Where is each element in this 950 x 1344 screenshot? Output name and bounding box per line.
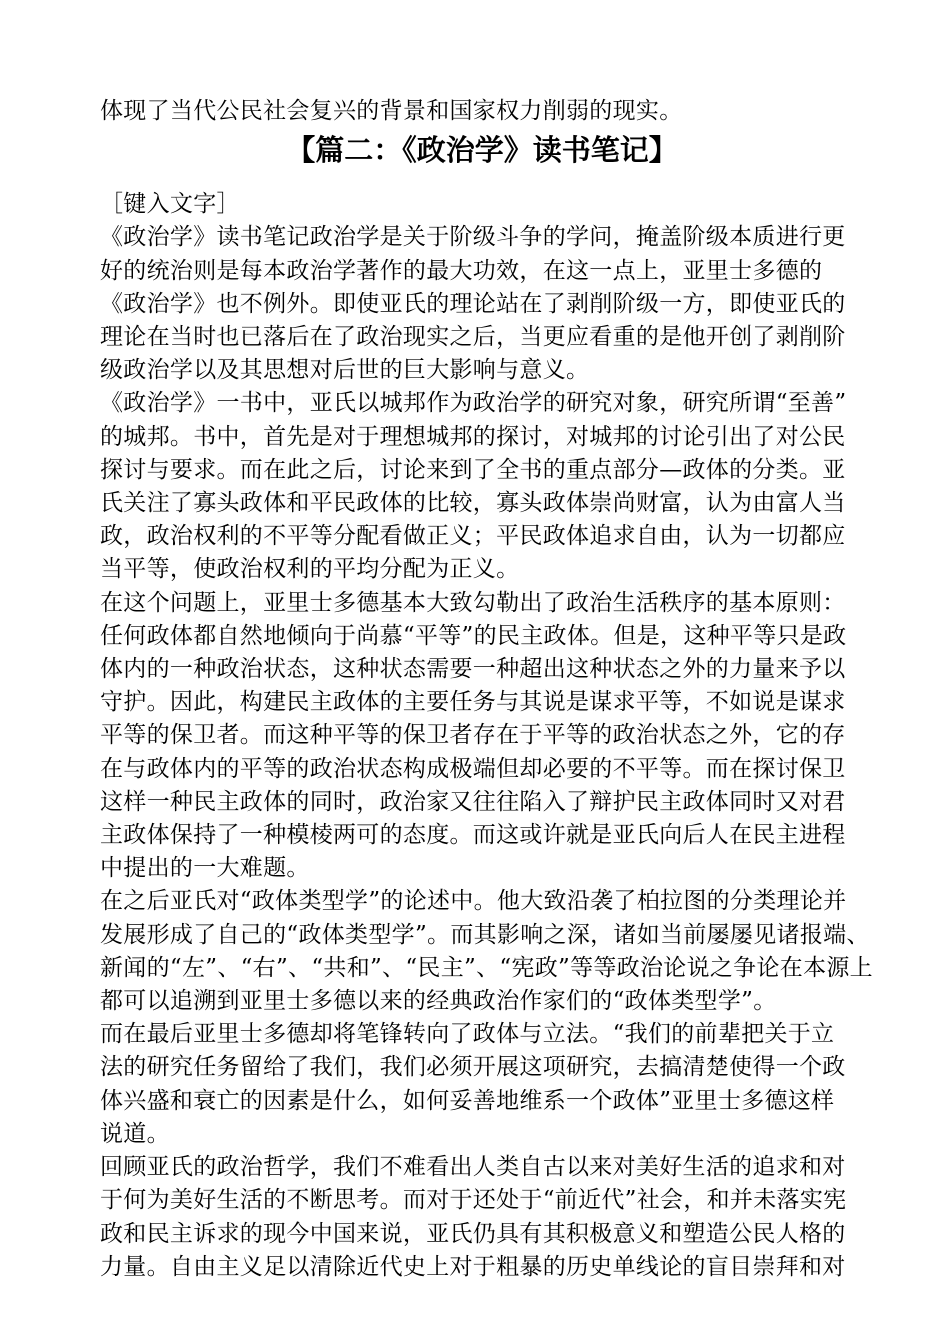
text-line: 理论在当时也已落后在了政治现实之后，当更应看重的是他开创了剥削阶 <box>100 324 846 351</box>
text-line: 当平等，使政治权利的平均分配为正义。 <box>100 556 520 583</box>
text-line: 都可以追溯到亚里士多德以来的经典政治作家们的“政体类型学”。 <box>100 988 777 1015</box>
paragraph <box>100 387 852 586</box>
text-line: 氏关注了寡头政体和平民政体的比较，寡头政体崇尚财富，认为由富人当 <box>100 490 846 517</box>
text-line: 在之后亚氏对“政体类型学”的论述中。他大致沿袭了柏拉图的分类理论并 <box>100 888 847 915</box>
text-line: 发展形成了自己的“政体类型学”。而其影响之深，诸如当前屡屡见诸报端、 <box>100 921 870 948</box>
text-line: 体兴盛和衰亡的因素是什么，如何妥善地维系一个政体”亚里士多德这样 <box>100 1087 835 1114</box>
text-line: 《政治学》一书中，亚氏以城邦作为政治学的研究对象，研究所谓“至善” <box>100 390 847 417</box>
paragraph <box>100 221 852 387</box>
text-line: 主政体保持了一种模棱两可的态度。而这或许就是亚氏向后人在民主进程 <box>100 822 846 849</box>
text-line: 政和民主诉求的现今中国来说，亚氏仍具有其积极意义和塑造公民人格的 <box>100 1220 846 1247</box>
text-line: 的城邦。书中，首先是对于理想城邦的探讨，对城邦的讨论引出了对公民 <box>100 423 846 450</box>
placeholder-text: ［键入文字］ <box>100 191 240 218</box>
text-line: 体内的一种政治状态，这种状态需要一种超出这种状态之外的力量来予以 <box>100 656 846 683</box>
text-line: 任何政体都自然地倾向于尚慕“平等”的民主政体。但是，这种平等只是政 <box>100 622 847 649</box>
text-line: 这样一种民主政体的同时，政治家又往往陷入了辩护民主政体同时又对君 <box>100 788 846 815</box>
text-line: 于何为美好生活的不断思考。而对于还处于“前近代”社会，和并未落实宪 <box>100 1187 847 1214</box>
text-line: 守护。因此，构建民主政体的主要任务与其说是谋求平等，不如说是谋求 <box>100 689 846 716</box>
text-line: 新闻的“左”、“右”、“共和”、“民主”、“宪政”等等政治论说之争论在本源上 <box>100 954 873 981</box>
text-line: 法的研究任务留给了我们，我们必须开展这项研究，去搞清楚使得一个政 <box>100 1054 846 1081</box>
text-line: 好的统治则是每本政治学著作的最大功效，在这一点上，亚里士多德的 <box>100 257 823 284</box>
text-line: 回顾亚氏的政治哲学，我们不难看出人类自古以来对美好生活的追求和对 <box>100 1154 846 1181</box>
paragraph <box>100 587 852 886</box>
text-line: 级政治学以及其思想对后世的巨大影响与意义。 <box>100 357 590 384</box>
section-heading: 【篇二：《政治学》读书笔记】 <box>286 133 678 168</box>
paragraph <box>100 885 873 1018</box>
text-line: 而在最后亚里士多德却将笔锋转向了政体与立法。“我们的前辈把关于立 <box>100 1021 835 1048</box>
continued-text-line: 体现了当代公民社会复兴的背景和国家权力削弱的现实。 <box>100 98 683 124</box>
paragraph <box>100 1018 852 1151</box>
document-page <box>100 95 873 1284</box>
text-line: 平等的保卫者。而这种平等的保卫者存在于平等的政治状态之外，它的存 <box>100 722 846 749</box>
text-line: 在这个问题上，亚里士多德基本大致勾勒出了政治生活秩序的基本原则： <box>100 589 846 616</box>
paragraph <box>100 1151 852 1284</box>
text-line: 政，政治权利的不平等分配看做正义；平民政体追求自由，认为一切都应 <box>100 523 846 550</box>
text-line: 探讨与要求。而在此之后，讨论来到了全书的重点部分—政体的分类。亚 <box>100 456 846 483</box>
text-line: 《政治学》也不例外。即使亚氏的理论站在了剥削阶级一方，即使亚氏的 <box>100 290 846 317</box>
text-line: 中提出的一大难题。 <box>100 855 310 882</box>
text-line: 《政治学》读书笔记政治学是关于阶级斗争的学问，掩盖阶级本质进行更 <box>100 224 846 251</box>
text-line: 说道。 <box>100 1120 170 1147</box>
text-line: 力量。自由主义足以清除近代史上对于粗暴的历史单线论的盲目崇拜和对 <box>100 1253 846 1280</box>
body-text <box>100 221 873 1284</box>
text-line: 在与政体内的平等的政治状态构成极端但却必要的不平等。而在探讨保卫 <box>100 755 846 782</box>
